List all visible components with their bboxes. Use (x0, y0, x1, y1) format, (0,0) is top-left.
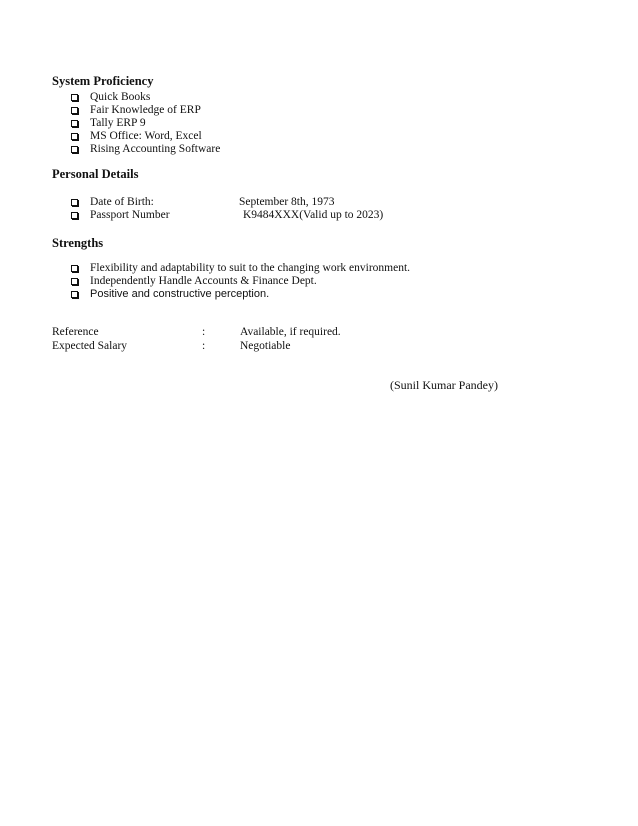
expected-salary-row (52, 339, 452, 353)
reference-value: Available, if required. (240, 326, 341, 338)
checkbox-bullet-icon (71, 291, 78, 298)
passport-number-value: K9484XXX(Valid up to 2023) (243, 209, 384, 221)
checkbox-bullet-icon (71, 146, 78, 153)
expected-salary-label: Expected Salary (52, 340, 128, 352)
checkbox-bullet-icon (71, 94, 78, 101)
expected-salary-separator: : (202, 340, 206, 352)
checkbox-bullet-icon (71, 278, 78, 285)
checkbox-bullet-icon (71, 120, 78, 127)
system-proficiency-heading: System Proficiency (52, 74, 154, 88)
signature-name: (Sunil Kumar Pandey) (390, 378, 498, 392)
reference-row (52, 325, 452, 339)
reference-separator: : (202, 326, 206, 338)
checkbox-bullet-icon (71, 133, 78, 140)
date-of-birth-value: September 8th, 1973 (239, 196, 335, 208)
passport-number-label: Passport Number (90, 209, 170, 221)
personal-details-heading: Personal Details (52, 167, 139, 181)
strengths-heading: Strengths (52, 236, 104, 250)
checkbox-bullet-icon (71, 199, 78, 206)
reference-label: Reference (52, 326, 99, 338)
date-of-birth-label: Date of Birth: (90, 196, 154, 208)
checkbox-bullet-icon (71, 107, 78, 114)
expected-salary-value: Negotiable (240, 340, 291, 352)
resume-page: System Proficiency Quick Books Fair Knowledge of ERP Tally ERP 9 MS Office: Word, Excel Rising Accounting Software Personal Details Date of Birth: September 8th, 1973 Passport Number K9484XXX(Valid up to 2023) Strengths Flexibility and adaptability to suit to the changing work environment. Independently Handle Accounts & Finance Dept. Positive and constructive perception. Reference : Available, if required. Expected Salary : Negotiable (Sunil Kumar Pandey) (52, 74, 498, 392)
checkbox-bullet-icon (71, 212, 78, 219)
checkbox-bullet-icon (71, 265, 78, 272)
